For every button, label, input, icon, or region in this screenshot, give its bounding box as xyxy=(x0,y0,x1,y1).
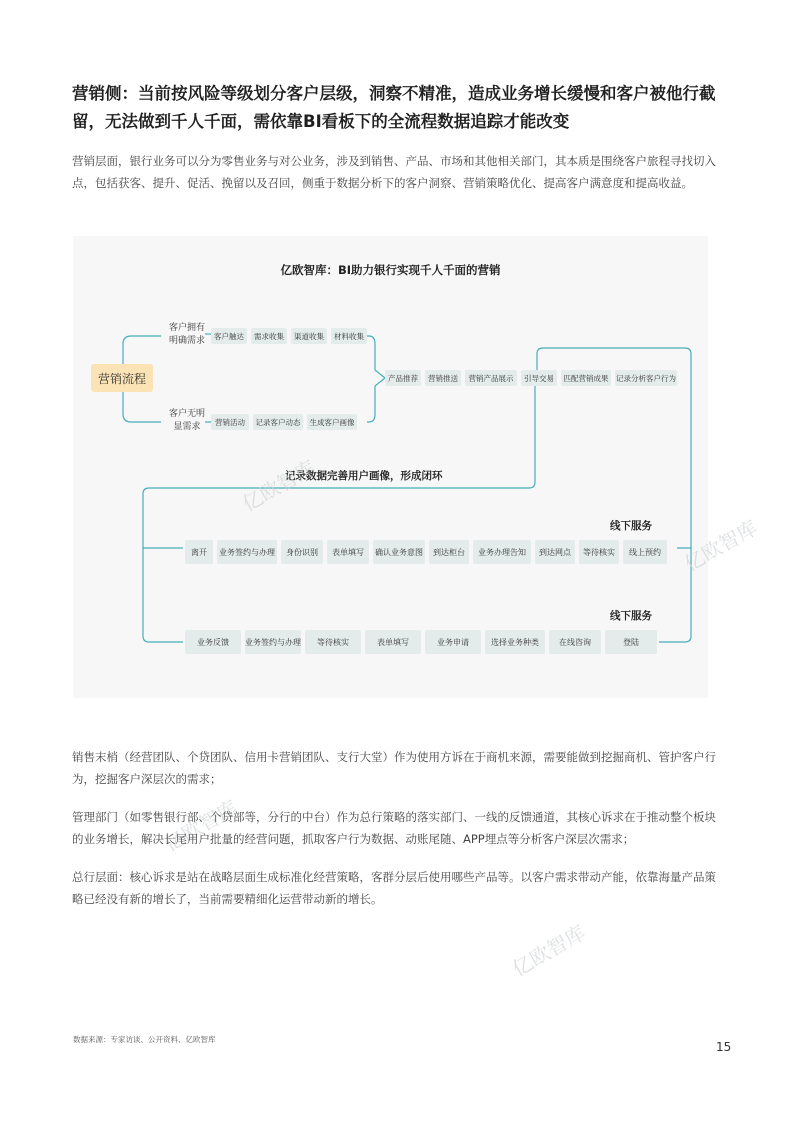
row2-node: 表单填写 xyxy=(365,630,421,654)
branch-top-line xyxy=(123,336,161,364)
row1-node: 业务办理告知 xyxy=(473,540,531,564)
paragraph-sales: 销售末梢（经营团队、个贷团队、信用卡营销团队、支行大堂）作为使用方诉在于商机来源，需要能做到挖掘商机、管护客户行为，挖掘客户深层次的需求； xyxy=(72,750,716,786)
row2-node: 业务签约与办理 xyxy=(245,630,301,654)
intro-paragraph: 营销层面，银行业务可以分为零售业务与对公业务，涉及到销售、产品、市场和其他相关部门，其本质是围绕客户旅程寻找切入点，包括获客、提升、促活、挽留以及召回，侧重于数据分析下的客户洞察、营销策略优化、提高客户满意度和提高收益。 xyxy=(72,154,716,190)
source-note: 数据来源：专家访谈、公开资料、亿欧智库 xyxy=(73,1035,216,1044)
bottom-node: 生成客户画像 xyxy=(307,414,357,430)
row1-node: 身份识别 xyxy=(281,540,323,564)
watermark: 亿欧智库 xyxy=(160,795,242,857)
row1-node: 确认业务意图 xyxy=(373,540,425,564)
watermark: 亿欧智库 xyxy=(680,515,762,577)
top-node: 渠道收集 xyxy=(291,328,327,344)
top-node: 客户触达 xyxy=(211,328,247,344)
page-number: 15 xyxy=(716,1040,732,1054)
paragraph-management: 管理部门（如零售银行部、个贷部等，分行的中台）作为总行策略的落实部门、一线的反馈通道，其核心诉求在于推动整个板块的业务增长，解决长尾用户批量的经营问题，抓取客户行为数据、动账尾随、APP埋点等分析客户深层次需求； xyxy=(72,810,716,846)
figure-title: 亿欧智库：BI助力银行实现千人千面的营销 xyxy=(280,263,501,277)
row1-node: 线上预约 xyxy=(623,540,667,564)
row1-node: 到达网点 xyxy=(535,540,575,564)
flow-connectors xyxy=(73,236,708,698)
middle-node: 产品推荐 xyxy=(385,370,421,386)
loop-label: 记录数据完善用户画像，形成闭环 xyxy=(285,470,443,482)
row2-node: 等待核实 xyxy=(305,630,361,654)
middle-node: 引导交易 xyxy=(521,370,557,386)
bottom-merge-line xyxy=(367,378,385,422)
middle-node: 营销产品展示 xyxy=(465,370,517,386)
service-label-1: 线下服务 xyxy=(610,520,652,532)
row2-node: 业务反馈 xyxy=(185,630,241,654)
row2-node: 在线咨询 xyxy=(549,630,601,654)
row1-node: 等待核实 xyxy=(579,540,619,564)
row2-node: 业务申请 xyxy=(425,630,481,654)
row1-node: 到达柜台 xyxy=(429,540,469,564)
branch-bottom-label: 客户无明显需求 xyxy=(168,409,205,432)
middle-node: 营销推送 xyxy=(425,370,461,386)
bottom-node: 营销活动 xyxy=(211,414,249,430)
row1-node: 业务签约与办理 xyxy=(217,540,277,564)
loop-line-2 xyxy=(143,548,183,642)
top-node: 材料收集 xyxy=(331,328,367,344)
start-node: 营销流程 xyxy=(91,364,153,392)
row2-node: 登陆 xyxy=(605,630,657,654)
middle-node: 匹配营销成果 xyxy=(561,370,611,386)
bottom-node: 记录客户动态 xyxy=(253,414,303,430)
row1-node: 表单填写 xyxy=(327,540,369,564)
branch-bottom-line xyxy=(123,392,161,422)
watermark: 亿欧智库 xyxy=(238,455,320,517)
top-node: 需求收集 xyxy=(251,328,287,344)
branch-top-label: 客户拥有明确需求 xyxy=(168,323,205,346)
service-label-2: 线下服务 xyxy=(610,610,652,622)
watermark: 亿欧智库 xyxy=(508,920,590,982)
row2-node: 选择业务种类 xyxy=(485,630,545,654)
paragraph-headquarters: 总行层面：核心诉求是站在战略层面生成标准化经营策略，客群分层后使用哪些产品等。以客户需求带动产能，依靠海量产品策略已经没有新的增长了，当前需要精细化运营带动新的增长。 xyxy=(72,870,716,906)
flow-diagram xyxy=(73,236,708,698)
middle-node: 记录分析客户行为 xyxy=(615,370,677,386)
row1-node: 离开 xyxy=(185,540,213,564)
top-merge-line xyxy=(367,336,385,378)
page-heading: 营销侧：当前按风险等级划分客户层级，洞察不精准，造成业务增长缓慢和客户被他行截留，无法做到千人千面，需依靠BI看板下的全流程数据追踪才能改变 xyxy=(72,84,716,131)
